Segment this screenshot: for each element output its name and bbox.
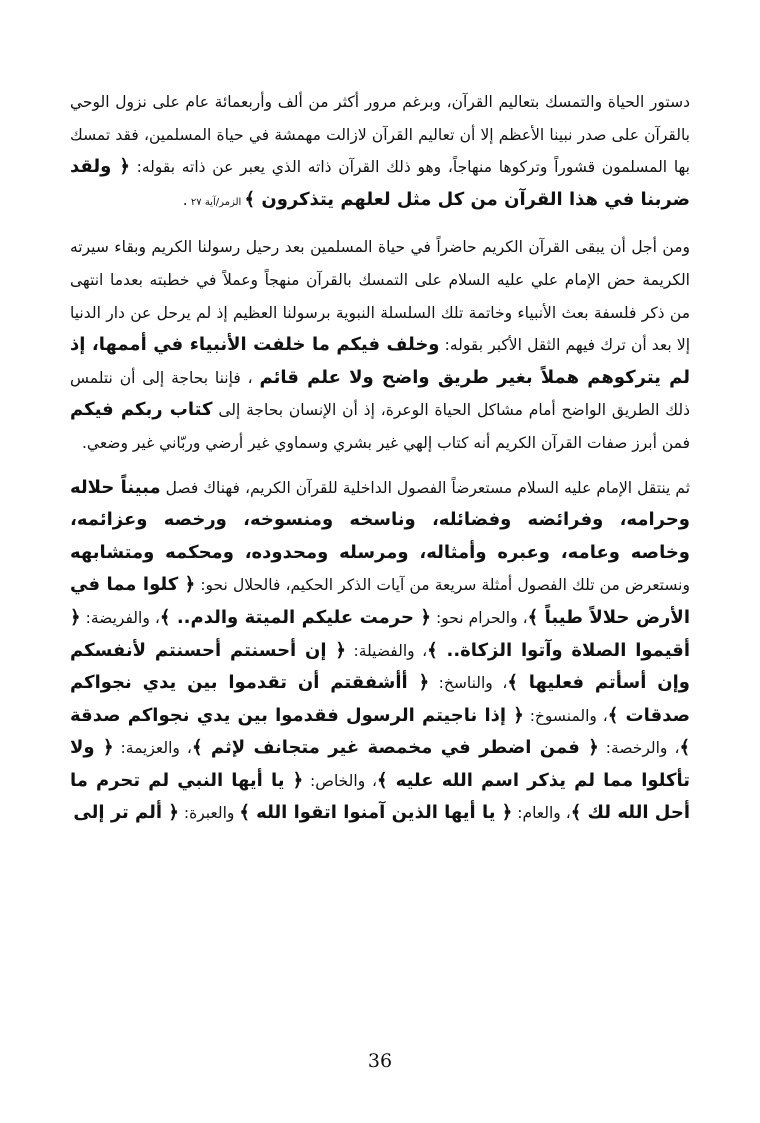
quran-verse: ﴿ يا أيها الذين آمنوا اتقوا الله ﴾ — [239, 802, 513, 824]
quran-verse: ﴿ فمن اضطر في مخمصة غير متجانف لإثم ﴾ — [191, 737, 599, 759]
paragraph-text: ، والناسخ: — [429, 674, 508, 693]
paragraph-text: ثم ينتقل الإمام عليه السلام مستعرضاً الفصول الداخلية للقرآن الكريم، فهناك فصل — [160, 478, 691, 497]
quran-verse: ﴿ كلوا مما في الأرض حلالاً طيباً ﴾ — [70, 574, 690, 628]
quran-verse: ﴿ ألم تر إلى — [73, 802, 179, 824]
quran-verse: ﴿ يا أيها النبي لم تحرم ما أحل الله لك ﴾ — [70, 769, 690, 824]
page-number: 36 — [367, 1050, 393, 1072]
quran-verse: ﴿ أأشفقتم أن تقدموا بين يدي نجواكم صدقات ﴾ — [70, 672, 690, 726]
quoted-sermon: مبيناً حلاله وحرامه، وفرائضه وفضائله، وناسخه ومنسوخه، ورخصه وعزائمه، وخاصه وعامه، وعبره وأمثاله، ومرسله ومحدوده، ومحكمه ومتشابهه — [70, 476, 690, 563]
quran-verse: ﴿ أقيموا الصلاة وآتوا الزكاة.. ﴾ — [70, 606, 691, 661]
verse-reference: الزمر/آية ٢٧ — [187, 196, 245, 208]
quran-verse: ﴿ ولا تأكلوا مما لم يذكر اسم الله عليه ﴾ — [70, 737, 691, 791]
paragraph-text: ومن أجل أن يبقى القرآن الكريم حاضراً في حياة المسلمين بعد رحيل رسولنا الكريم وبقاء سيرته الكريمة حض الإمام علي عليه السلام على التمسك بالقرآن منهجاً وعملاً في خطبته بعدما انتهى من ذكر فلسفة بعث الأنبياء وخاتمة تلك السلسلة النبوية برسولنا العظيم إذ لم يرحل عن دار الدنيا إلا بعد أن ترك فيهم الثقل الأكبر بقوله: — [70, 238, 691, 355]
paragraph-text: ، والعزيمة: — [113, 739, 192, 758]
paragraph-text: والعبرة: — [178, 804, 240, 823]
paragraph-text: ، والعام: — [512, 804, 571, 823]
quoted-sermon: كتاب ربكم فيكم — [70, 399, 213, 421]
paragraph-text: ونستعرض من تلك الفصول أمثلة سريعة من آيات الذكر الحكيم، فالحلال نحو: — [195, 576, 690, 595]
paragraph-text: . — [182, 190, 188, 209]
paragraph-text: ، والحرام نحو: — [430, 608, 528, 627]
page-body — [70, 86, 690, 830]
paragraph-text: فمن أبرز صفات القرآن الكريم أنه كتاب إلهي غير بشري وسماوي غير أرضي وربّاني غير وضعي. — [81, 433, 690, 452]
paragraph-3 — [70, 472, 690, 831]
quran-verse: ﴿ حرمت عليكم الميتة والدم.. ﴾ — [159, 606, 431, 628]
paragraph-text: ، والفضيلة: — [345, 641, 428, 660]
paragraph-text: دستور الحياة والتمسك بتعاليم القرآن، وبرغم مرور أكثر من ألف وأربعمائة عام على نزول الوحي بالقرآن على صدر نبينا الأعظم إلا أن تعاليم القرآن لازالت مهمشة في حياة المسلمين، فقد تمسك بها المسلمون قشوراً وتركوها منهاجاً، وهو ذلك القرآن ذاته الذي يعبر عن ذاته بقوله: — [70, 93, 690, 177]
paragraph-1 — [70, 86, 690, 219]
quran-verse: ﴿ إذا ناجيتم الرسول فقدموا بين يدي نجواكم صدقة ﴾ — [70, 704, 690, 759]
paragraph-text: ، والرخصة: — [598, 739, 680, 758]
paragraph-2 — [70, 231, 690, 459]
paragraph-text: ، والخاص: — [303, 771, 377, 790]
paragraph-text: ، فإننا بحاجة إلى أن نتلمس ذلك الطريق الواضح أمام مشاكل الحياة الوعرة، إذ أن الإنسان بحاجة إلى — [70, 368, 690, 420]
quran-verse: ﴿ إن أحسنتم أحسنتم لأنفسكم وإن أسأتم فعليها ﴾ — [70, 639, 690, 694]
paragraph-text: ، والفريضة: — [80, 608, 160, 627]
paragraph-text: ، والمنسوخ: — [523, 706, 608, 725]
quoted-sermon: وخلف فيكم ما خلفت الأنبياء في أممها، إذ لم يتركوهم هملاً بغير طريق واضح ولا علم قائم — [70, 334, 691, 388]
quran-verse: ﴿ ولقد ضربنا في هذا القرآن من كل مثل لعلهم يتذكرون ﴾ — [70, 156, 690, 210]
